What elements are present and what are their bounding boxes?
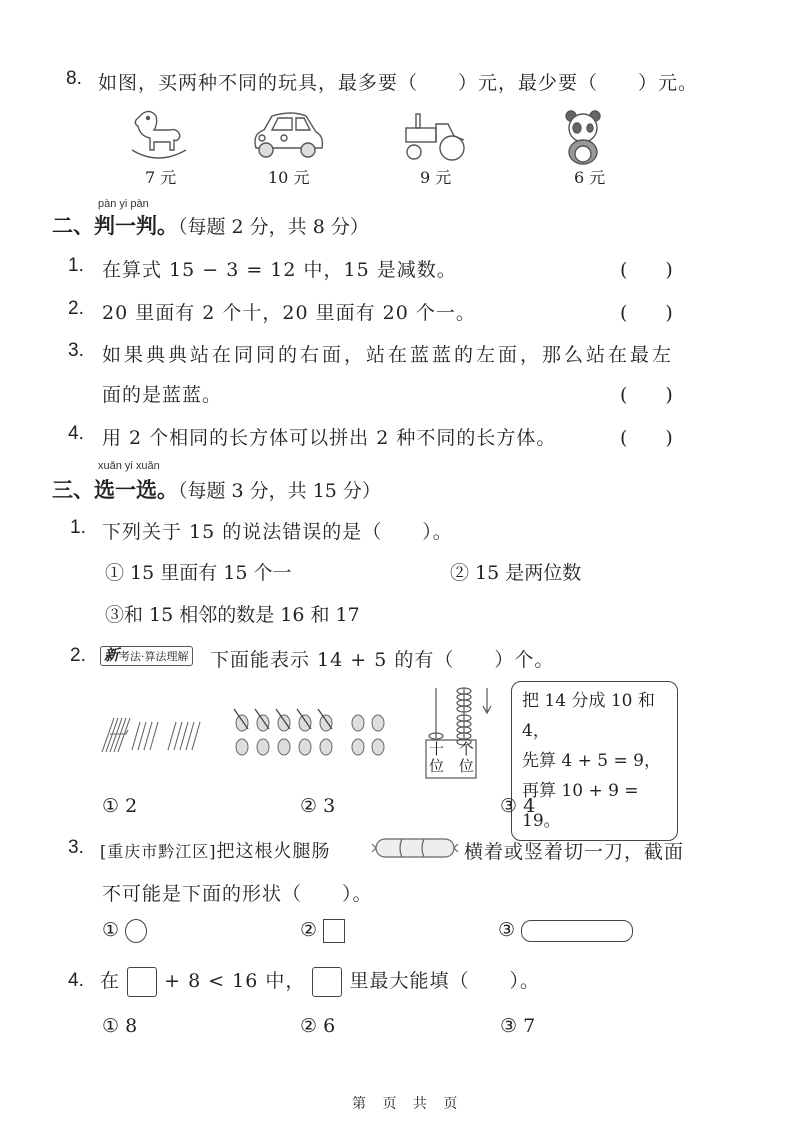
s3-q4-text-b: + 8 < 16 中， — [164, 970, 306, 992]
abacus-label-place2: 位 — [458, 757, 474, 775]
s2-item3-text: 如果典典站在同同的右面，站在蓝蓝的左面，那么站在最左 — [102, 344, 675, 366]
s3-q4-option1[interactable]: ① 8 — [102, 1015, 138, 1037]
section3-title: 三、选一选。 — [52, 477, 178, 502]
down-arrow-icon — [483, 688, 491, 713]
circle-shape-icon — [125, 919, 147, 943]
car-icon — [250, 110, 325, 165]
q8-text: 如图，买两种不同的玩具，最多要（ ）元，最少要（ ）元。 — [98, 72, 699, 94]
s2-item3-number: 3. — [68, 340, 84, 361]
s3-q4-line — [100, 966, 540, 997]
stick-bundle-icon — [102, 718, 130, 752]
rocking-horse-icon — [128, 108, 188, 163]
abacus-label-ones: 个 — [458, 740, 474, 758]
s3-q3-source: [重庆市黔江区] — [100, 842, 217, 861]
s3-q4-number: 4. — [68, 970, 84, 991]
s3-q3-text-c: 不可能是下面的形状（ ）。 — [102, 883, 373, 905]
panda-icon — [563, 108, 603, 166]
s3-q4-text-c: 里最大能填（ ）。 — [349, 970, 540, 992]
blank-box-2[interactable] — [312, 967, 342, 997]
explain-line1: 把 14 分成 10 和 4， — [522, 691, 655, 741]
option-marker-2[interactable]: ② — [300, 919, 318, 941]
s2-item1-answer[interactable]: ( ) — [620, 259, 673, 281]
abacus-picture — [424, 684, 494, 784]
square-shape-icon — [323, 919, 345, 943]
s3-q3-text-a: 把这根火腿肠 — [216, 841, 331, 862]
s2-item2-number: 2. — [68, 298, 84, 319]
s3-q3-option2 — [300, 919, 345, 943]
sausage-icon — [370, 836, 460, 864]
s2-item4-answer[interactable]: ( ) — [620, 427, 673, 449]
s3-q2-option2[interactable]: ② 3 — [300, 795, 336, 817]
s3-q2-number: 2. — [70, 645, 86, 666]
s3-q3-option1 — [102, 919, 147, 943]
s2-item4-number: 4. — [68, 423, 84, 444]
section3-pinyin: xuǎn yi xuǎn — [98, 460, 160, 472]
s3-q4-option2[interactable]: ② 6 — [300, 1015, 336, 1037]
s3-q1-option2[interactable]: ② 15 是两位数 — [450, 562, 582, 584]
s2-item1-number: 1. — [68, 255, 84, 276]
section3-heading — [52, 474, 381, 504]
s3-q4-text-a: 在 — [100, 970, 121, 992]
sticks-picture — [98, 712, 208, 761]
section2-title: 二、判一判。 — [52, 213, 178, 238]
s2-item4-text: 用 2 个相同的长方体可以拼出 2 种不同的长方体。 — [102, 427, 557, 449]
s3-q2-option3[interactable]: ③ 4 — [500, 795, 536, 817]
abacus-label-place1: 位 — [429, 757, 445, 775]
s3-q1-option3[interactable]: ③和 15 相邻的数是 16 和 17 — [105, 604, 360, 626]
abacus-label-tens: 十 — [429, 740, 445, 758]
s3-q3-line1 — [100, 837, 331, 863]
new-method-tag — [100, 645, 193, 666]
toy-price-tractor: 9 元 — [420, 168, 452, 187]
s3-q3-text-b: 横着或竖着切一刀，截面 — [464, 841, 685, 863]
explanation-box — [511, 681, 678, 841]
section3-note: （每题 3 分，共 15 分） — [178, 480, 381, 502]
blank-box-1[interactable] — [127, 967, 157, 997]
s2-item2-text: 20 里面有 2 个十，20 里面有 20 个一。 — [102, 302, 476, 324]
s2-item3-text2: 面的是蓝蓝。 — [102, 384, 223, 406]
page-footer: 第 页 共 页 — [352, 1096, 464, 1112]
toy-price-panda: 6 元 — [574, 168, 606, 187]
s3-q1-text: 下列关于 15 的说法错误的是（ ）。 — [102, 521, 453, 543]
toy-price-car: 10 元 — [268, 168, 310, 187]
q8-number: 8. — [66, 68, 82, 89]
s2-item2-answer[interactable]: ( ) — [620, 302, 673, 324]
s3-q1-number: 1. — [70, 517, 86, 538]
s3-q1-option1[interactable]: ① 15 里面有 15 个一 — [105, 562, 292, 584]
tag-text: 考法·算法理解 — [119, 649, 189, 663]
option-marker-1[interactable]: ① — [102, 919, 120, 941]
explain-line2: 先算 4 + 5 = 9， — [522, 751, 661, 771]
s2-item3-answer[interactable]: ( ) — [620, 384, 673, 406]
s3-q3-option3 — [498, 919, 633, 942]
pineapples-picture — [232, 705, 402, 764]
section2-note: （每题 2 分，共 8 分） — [178, 216, 369, 238]
s3-q2-text: 下面能表示 14 + 5 的有（ ）个。 — [210, 649, 555, 671]
s3-q2-option1[interactable]: ① 2 — [102, 795, 138, 817]
s2-item1-text: 在算式 15 − 3 = 12 中，15 是减数。 — [102, 259, 457, 281]
option-marker-3[interactable]: ③ — [498, 919, 516, 941]
rounded-rectangle-shape-icon — [521, 920, 633, 942]
s3-q4-option3[interactable]: ③ 7 — [500, 1015, 536, 1037]
section2-pinyin: pàn yi pàn — [98, 198, 149, 210]
tractor-icon — [402, 112, 468, 164]
explain-line3: 再算 10 + 9 = 19。 — [522, 781, 639, 831]
tag-new: 新 — [104, 645, 120, 664]
toy-price-horse: 7 元 — [145, 168, 177, 187]
s3-q3-number: 3. — [68, 837, 84, 858]
section2-heading — [52, 210, 369, 240]
